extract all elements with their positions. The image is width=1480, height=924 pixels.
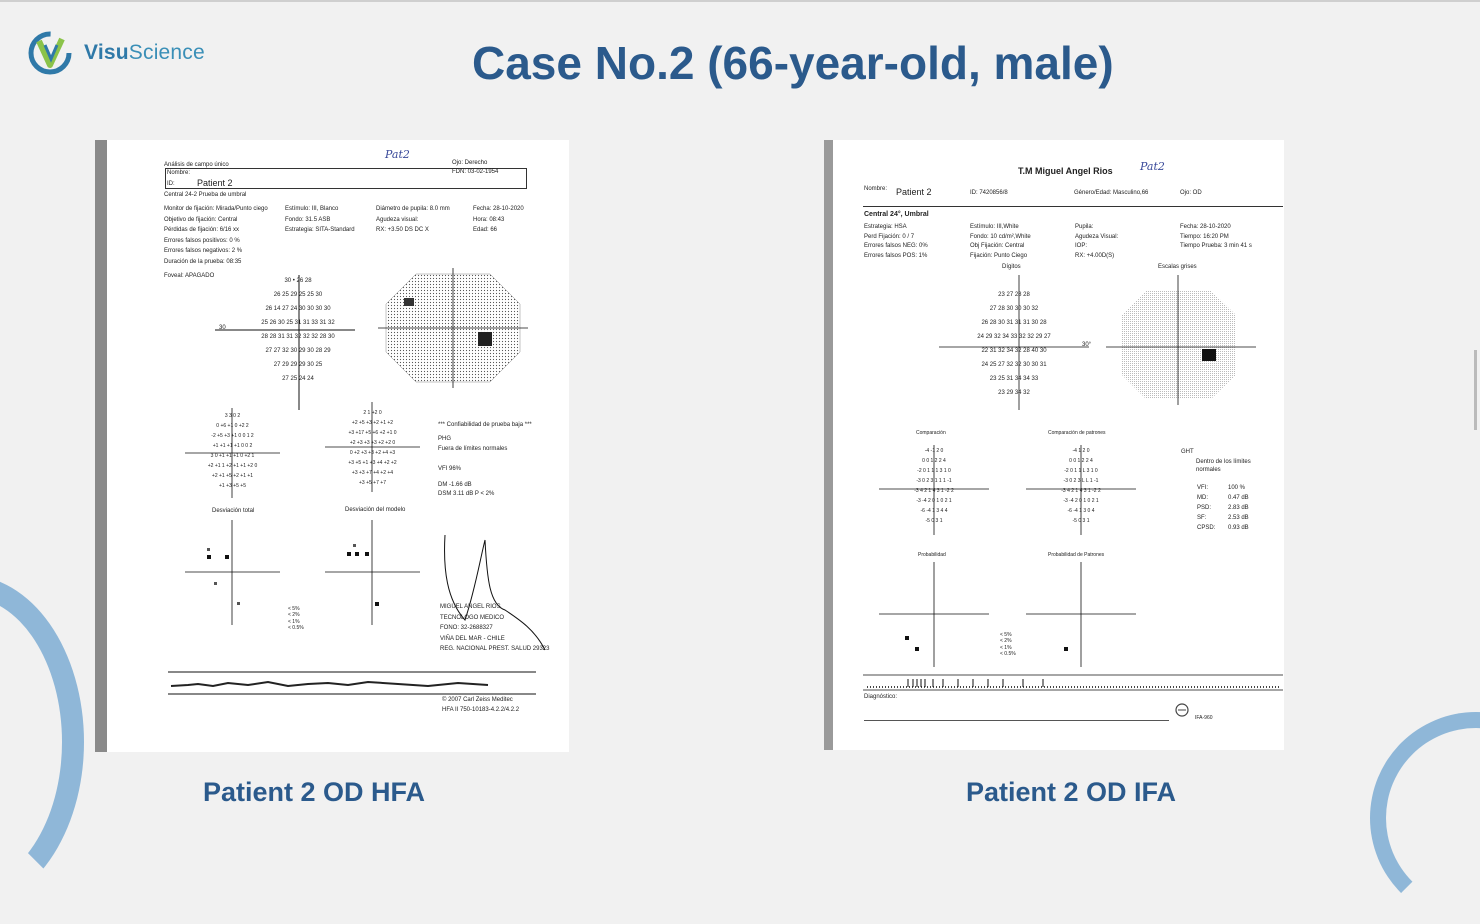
- hfa-info-line: Edad: 66: [473, 227, 498, 233]
- ifa-gaze-tracker: [863, 673, 1283, 693]
- diagnostics-line: [864, 720, 1169, 721]
- ifa-comp-label: Comparación: [916, 430, 946, 436]
- ifa-id: ID: 7420856/8: [970, 190, 1008, 196]
- hfa-pd-row: +2 +3 +3 +3 +2 +2 0: [349, 440, 396, 446]
- metric-value: 0.93 dB: [1228, 525, 1249, 531]
- hfa-td-row: +1 +3 +5 +5: [219, 483, 246, 489]
- hfa-prob-legend: [288, 606, 304, 631]
- hfa-total-deviation-prob: [185, 520, 280, 625]
- hfa-id-label: ID:: [167, 181, 175, 187]
- metric-label: VFI:: [1197, 485, 1209, 491]
- hfa-threshold-row: 26 25 29 25 25 30: [273, 292, 323, 298]
- tech-line: VIÑA DEL MAR - CHILE: [440, 635, 505, 642]
- hfa-threshold-row: 27 29 29 29 30 25: [273, 362, 323, 368]
- ifa-axis-label: 30°: [1082, 342, 1092, 348]
- hfa-threshold-row: 25 26 30 25 31 31 33 31 32: [261, 320, 335, 326]
- legend-item: < 5%: [288, 606, 300, 612]
- hfa-nombre-label: Nombre:: [167, 170, 191, 176]
- metric-row: [1197, 495, 1277, 505]
- ifa-pat-row: 0 0 1 2 2 4: [1069, 458, 1093, 464]
- ifa-digit-row: 24 25 27 32 32 30 30 31: [981, 362, 1047, 368]
- ifa-info-line: IOP:: [1075, 243, 1088, 249]
- hfa-td-row: -2 +5 +3 +1 0 0 1 2: [211, 433, 254, 439]
- hfa-info-line: Duración de la prueba: 08:35: [164, 258, 242, 265]
- ifa-nombre-label: Nombre:: [864, 186, 888, 192]
- hfa-dev-total-label: Desviación total: [212, 508, 255, 514]
- hfa-handwriting: Pat2: [385, 148, 410, 161]
- hfa-col4: [473, 206, 524, 235]
- hfa-header: Análisis de campo único: [164, 162, 229, 168]
- ifa-device-model: IFA-960: [1195, 715, 1213, 721]
- hfa-pd-row: +3 +17 +5 +6 +2 +1 0: [348, 430, 397, 436]
- ifa-info-line: Errores falsos NEG: 0%: [864, 243, 928, 249]
- hfa-info-line: Errores falsos positivos: 0 %: [164, 237, 240, 244]
- hfa-md: DM -1.66 dB: [438, 482, 472, 488]
- ifa-comp-row: -5 0 3 1: [925, 518, 943, 524]
- ifa-col2: [970, 224, 1031, 260]
- ifa-info-line: Estrategia: HSA: [864, 224, 907, 230]
- ifa-comp-row: -4 -1 2 0: [924, 448, 944, 454]
- ifa-grayscale-map: [1106, 275, 1256, 405]
- metric-row: [1197, 515, 1277, 525]
- ifa-comp-row: -6 -4 1 3 4 4: [920, 508, 948, 514]
- ifa-pat-row: -3 -4 2 0 1 0 2 1: [1063, 498, 1099, 504]
- hfa-info-line: Fecha: 28-10-2020: [473, 206, 524, 212]
- divider: [863, 206, 1283, 207]
- ifa-info-line: Agudeza Visual:: [1075, 233, 1119, 240]
- scan-edge: [824, 140, 833, 750]
- ifa-comp-row: -3 -4 2 0 1 0 2 1: [916, 498, 952, 504]
- ifa-eye: Ojo: OD: [1180, 190, 1202, 196]
- hfa-info-line: Errores falsos negativos: 2 %: [164, 248, 243, 254]
- top-border: [0, 0, 1480, 2]
- ifa-report: [824, 140, 1284, 750]
- ifa-digit-row: 23 29 34 32: [998, 390, 1030, 396]
- hfa-info-line: Monitor de fijación: Mirada/Punto ciego: [164, 206, 268, 212]
- ifa-pat-row: -2 0 1 1 L 3 1 0: [1064, 468, 1098, 474]
- metric-row: [1197, 485, 1277, 495]
- legend-item: < 0.5%: [1000, 650, 1016, 657]
- ifa-digits-label: Dígitos: [1002, 264, 1021, 270]
- decorative-arc-right: [1370, 712, 1480, 924]
- ifa-pat-row: -6 -4 1 3 0 4: [1067, 508, 1095, 514]
- ifa-diagnostics-label: Diagnóstico:: [864, 694, 898, 700]
- ifa-digit-row: 22 31 32 34 32 28 40 30: [981, 348, 1047, 354]
- scan-edge: [95, 140, 107, 752]
- hfa-td-row: 3 0 +1 +1 +1 0 +2 1: [210, 453, 255, 459]
- hfa-patient-name: Patient 2: [197, 178, 233, 188]
- hfa-pd-row: +2 +5 +3 +2 +1 +2: [351, 420, 394, 426]
- metric-row: [1197, 525, 1277, 535]
- hfa-info-line: Hora: 08:43: [473, 216, 505, 223]
- ifa-comp-row: -2 0 1 1 1 3 1 0: [917, 468, 951, 474]
- hfa-info-line: Diámetro de pupila: 8.0 mm: [376, 206, 450, 212]
- ifa-pat-row: -3 4 2 1 4 3 1 -2 2: [1061, 488, 1101, 494]
- brand-name: VisuScience: [84, 41, 205, 64]
- hfa-info-line: Objetivo de fijación: Central: [164, 216, 238, 223]
- ifa-digit-row: 23 27 28 28: [998, 292, 1030, 298]
- legend-item: < 0.5%: [288, 624, 304, 631]
- ifa-digit-row: 26 28 30 31 31 31 30 28: [981, 320, 1047, 326]
- ifa-comp-row: 0 0 1 2 2 4: [922, 458, 946, 464]
- ifa-handwriting: Pat2: [1140, 160, 1165, 173]
- hfa-threshold-row: 27 27 32 30 29 30 28 29: [265, 348, 331, 354]
- tech-line: FONO: 32-2688327: [440, 625, 493, 631]
- ifa-ght: GHT: [1181, 449, 1194, 455]
- caption-hfa: Patient 2 OD HFA: [203, 777, 426, 807]
- hfa-threshold-values: [223, 278, 373, 390]
- hfa-pattern-deviation-prob: [325, 520, 420, 625]
- ifa-prob-label: Probabilidad: [918, 552, 946, 558]
- ifa-info-line: Fondo: 10 cd/m²,White: [970, 233, 1031, 240]
- visuscience-logo-icon: [26, 27, 76, 79]
- hfa-program: Central 24-2 Prueba de umbral: [164, 192, 247, 198]
- hfa-psd: DSM 3.11 dB P < 2%: [438, 491, 495, 497]
- ifa-operator: T.M Miguel Angel Rios: [1018, 166, 1113, 176]
- metric-label: MD:: [1197, 495, 1208, 501]
- ifa-device-logo-icon: [1174, 702, 1190, 718]
- hfa-ght-title: PHG: [438, 436, 452, 442]
- hfa-td-row: +1 +1 +1 +1 0 0 2: [212, 443, 253, 449]
- metric-label: CPSD:: [1197, 525, 1216, 531]
- ifa-col1: [864, 224, 928, 260]
- hfa-info-line: Pérdidas de fijación: 6/16 xx: [164, 227, 240, 233]
- metric-label: SF:: [1197, 515, 1207, 521]
- hfa-info-line: Agudeza visual:: [376, 216, 419, 223]
- hfa-axis-label: 30: [219, 325, 226, 331]
- hfa-grayscale-map: [378, 268, 528, 388]
- hfa-footer-copyright: © 2007 Carl Zeiss Meditec: [442, 697, 513, 703]
- ifa-info-line: Pupila:: [1075, 224, 1094, 230]
- hfa-pd-row: +3 +5 +1 +3 +4 +2 +2: [348, 460, 397, 466]
- legend-item: < 1%: [1000, 644, 1012, 651]
- hfa-pd-row: +3 +5 +7 +7: [359, 480, 386, 486]
- metric-value: 2.53 dB: [1228, 515, 1249, 521]
- metric-value: 2.83 dB: [1228, 505, 1249, 511]
- hfa-td-row: 3 3 0 2: [224, 413, 241, 419]
- slide-title: Case No.2 (66-year-old, male): [472, 37, 1114, 89]
- hfa-info-line: Estrategia: SITA-Standard: [285, 227, 355, 233]
- hfa-threshold-row: 28 28 31 31 32 32 32 28 30: [261, 334, 335, 340]
- hfa-gaze-tracker: [168, 670, 536, 696]
- metric-value: 100 %: [1228, 485, 1246, 491]
- hfa-td-row: 0 +6 +1 0 +2 2: [216, 423, 249, 429]
- ifa-prob-legend: [1000, 632, 1016, 657]
- ifa-digit-row: 23 25 31 34 34 33: [989, 376, 1039, 382]
- ifa-pattern-values: [1021, 448, 1141, 528]
- ifa-info-line: Perd Fijación: 0 / 7: [864, 233, 915, 240]
- ifa-digit-values: [939, 292, 1092, 404]
- legend-item: < 1%: [288, 618, 300, 625]
- hfa-pd-row: 0 +2 +3 +3 +2 +4 +3: [349, 450, 396, 456]
- ifa-pattern-label: Comparación de patrones: [1048, 430, 1106, 436]
- ifa-info-line: Estímulo: III,White: [970, 224, 1019, 230]
- hfa-info-line: RX: +3.50 DS DC X: [376, 227, 429, 233]
- scrollbar[interactable]: [1474, 350, 1477, 430]
- ifa-gender-age: Género/Edad: Masculino,66: [1074, 190, 1149, 196]
- tech-line: MIGUEL ANGEL RIOS: [440, 604, 501, 610]
- hfa-fdn: FDN: 03-02-1954: [452, 169, 499, 175]
- hfa-col3: [376, 206, 450, 235]
- metric-row: [1197, 505, 1277, 515]
- ifa-info-line: Fecha: 28-10-2020: [1180, 224, 1231, 230]
- visuscience-logo: [26, 26, 205, 80]
- hfa-vfi: VFI 96%: [438, 466, 462, 472]
- legend-item: < 2%: [1000, 638, 1012, 645]
- hfa-footer-version: HFA II 750-10183-4.2.2/4.2.2: [442, 707, 520, 713]
- ifa-info-line: RX: +4.00D(S): [1075, 252, 1115, 259]
- hfa-pd-row: +3 +3 +7 +4 +2 +4: [351, 470, 394, 476]
- hfa-foveal: Foveal: APAGADO: [164, 273, 215, 279]
- ifa-digit-row: 24 29 32 34 33 32 32 29 27: [977, 334, 1051, 340]
- metric-label: PSD:: [1197, 505, 1212, 511]
- legend-item: < 5%: [1000, 632, 1012, 638]
- ifa-pattern-probability-plot: [1026, 562, 1136, 667]
- tech-line: REG. NACIONAL PREST. SALUD 29323: [440, 646, 550, 652]
- ifa-info-line: Tiempo Prueba: 3 min 41 s: [1180, 243, 1252, 249]
- ifa-comparison-values: [874, 448, 994, 528]
- ifa-info-line: Tiempo: 16:20 PM: [1180, 233, 1229, 240]
- ifa-gray-label: Escalas grises: [1158, 264, 1197, 270]
- ifa-pat-row: -5 0 3 1: [1072, 518, 1090, 524]
- hfa-pattern-deviation-values: [320, 410, 425, 490]
- legend-item: < 2%: [288, 612, 300, 619]
- ifa-program: Central 24°, Umbral: [864, 211, 929, 218]
- ifa-pat-row: -4 1 2 0: [1072, 448, 1090, 454]
- ifa-info-line: Errores falsos POS: 1%: [864, 252, 928, 259]
- hfa-threshold-row: 30 • 26 28: [284, 278, 312, 284]
- ifa-comp-row: -3 4 2 1 4 3 1 -2 2: [914, 488, 954, 494]
- hfa-eye: Ojo: Derecho: [452, 160, 488, 166]
- hfa-reliability: *** Confiabilidad de prueba baja ***: [438, 422, 532, 428]
- ifa-probability-plot: [879, 562, 989, 667]
- hfa-report: [95, 140, 569, 752]
- ifa-comp-row: -3 0 2 3 1 1 1 -1: [916, 478, 952, 484]
- hfa-pd-row: 2 1 +2 0: [363, 410, 382, 416]
- ifa-info-line: Fijación: Punto Ciego: [970, 252, 1028, 259]
- ifa-digit-row: 27 28 30 30 30 32: [989, 306, 1039, 312]
- hfa-info-line: Estímulo: III, Blanco: [285, 206, 339, 212]
- hfa-total-deviation-values: [180, 413, 285, 493]
- hfa-threshold-row: 27 25 24 24: [282, 376, 314, 382]
- hfa-ght-value: Fuera de límites normales: [438, 446, 508, 452]
- decorative-arc-left: [0, 575, 84, 909]
- ifa-patient-name: Patient 2: [896, 187, 932, 197]
- ifa-pat-row: -3 0 2 3 L L 1 -1: [1063, 478, 1099, 484]
- tech-line: TECNOLOGO MEDICO: [440, 614, 505, 621]
- ifa-ght-value: Dentro de los límites normales: [1196, 459, 1251, 473]
- ifa-info-line: Obj Fijación: Central: [970, 243, 1025, 249]
- hfa-info-line: Fondo: 31.5 ASB: [285, 216, 331, 223]
- hfa-dev-model-label: Desviación del modelo: [345, 507, 406, 513]
- hfa-col2: [285, 206, 355, 235]
- hfa-td-row: +2 +1 1 +2 +1 +1 +2 0: [207, 463, 258, 469]
- ifa-col4: [1180, 224, 1252, 251]
- hfa-td-row: +2 +1 +5 +2 +1 +1: [211, 473, 254, 479]
- ifa-pattern-prob-label: Probabilidad de Patrones: [1048, 552, 1105, 558]
- hfa-technician: [440, 604, 550, 654]
- ifa-col3: [1075, 224, 1118, 260]
- hfa-col1: [164, 206, 268, 266]
- hfa-threshold-row: 26 14 27 24 30 30 30 30: [265, 306, 331, 312]
- ifa-metrics: [1197, 485, 1277, 535]
- caption-ifa: Patient 2 OD IFA: [966, 777, 1177, 807]
- metric-value: 0.47 dB: [1228, 495, 1249, 501]
